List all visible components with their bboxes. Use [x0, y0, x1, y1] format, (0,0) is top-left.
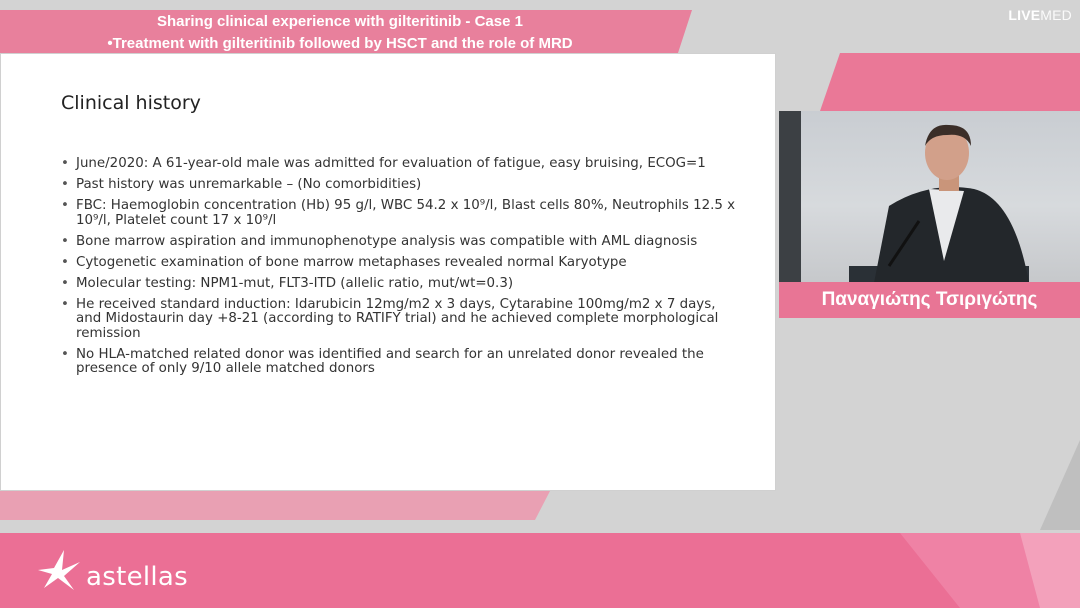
astellas-star-icon — [34, 548, 82, 592]
presentation-title-line2: •Treatment with gilteritinib followed by HSCT and the role of MRD — [107, 35, 573, 52]
bullet-item: • Bone marrow aspiration and immunophenotype analysis was compatible with AML diagnosis — [61, 235, 741, 250]
livemed-logo — [1008, 7, 1072, 23]
speaker-figure — [779, 111, 1080, 283]
bullet-item: • Cytogenetic examination of bone marrow metaphases revealed normal Karyotype — [61, 256, 741, 271]
bullet-item: • June/2020: A 61-year-old male was admitted for evaluation of fatigue, easy bruising, ECOG=1 — [61, 157, 741, 172]
presentation-slide — [0, 53, 776, 491]
astellas-wordmark: astellas — [86, 562, 188, 592]
livemed-logo-live: LIVE — [1008, 7, 1041, 23]
astellas-logo — [34, 546, 188, 594]
bullet-item: • No HLA-matched related donor was identified and search for an unrelated donor revealed the presence of only 9/10 allele matched donors — [61, 348, 741, 377]
speaker-video — [779, 111, 1080, 283]
presentation-title — [0, 11, 680, 55]
slide-title: Clinical history — [61, 92, 201, 114]
bullet-list — [61, 157, 741, 383]
speaker-name-label: Παναγιώτης Τσιριγώτης — [779, 282, 1080, 318]
livemed-logo-med: MED — [1040, 7, 1072, 23]
presentation-title-line1: Sharing clinical experience with gilteritinib - Case 1 — [157, 13, 523, 30]
bullet-item: • Molecular testing: NPM1-mut, FLT3-ITD (allelic ratio, mut/wt=0.3) — [61, 277, 741, 292]
bullet-item: • FBC: Haemoglobin concentration (Hb) 95 g/l, WBC 54.2 x 10⁹/l, Blast cells 80%, Neutrophils 12.5 x 10⁹/l, Platelet count 17 x 10⁹/l — [61, 199, 741, 228]
bullet-item: • Past history was unremarkable – (No comorbidities) — [61, 178, 741, 193]
bullet-item: • He received standard induction: Idarubicin 12mg/m2 x 3 days, Cytarabine 100mg/m2 x 7 days, and Midostaurin day +8-21 (according to RATIFY trial) and he achieved complete morphological remission — [61, 298, 741, 342]
